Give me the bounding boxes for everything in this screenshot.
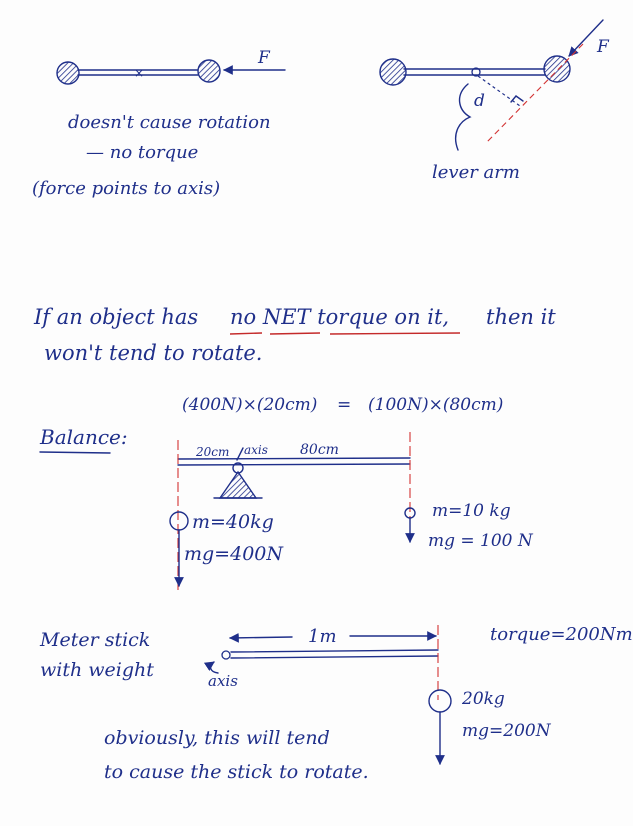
fulcrum bbox=[220, 472, 256, 498]
force-label: F bbox=[597, 37, 609, 57]
length-label: 1m bbox=[308, 626, 337, 647]
brace bbox=[456, 84, 470, 150]
stick-top bbox=[231, 650, 438, 652]
diagram-no-torque bbox=[32, 48, 285, 199]
statement bbox=[33, 305, 556, 365]
statement-part-1: If an object has bbox=[34, 305, 199, 329]
weight-label: mg=200N bbox=[462, 721, 551, 741]
right-weight-label: mg = 100 N bbox=[428, 531, 533, 551]
axis-label: axis bbox=[208, 672, 238, 690]
meter-stick-label-2: with weight bbox=[40, 659, 154, 681]
meter-stick-label-1: Meter stick bbox=[40, 629, 151, 651]
line-of-action bbox=[487, 44, 583, 142]
red-underline bbox=[230, 333, 460, 334]
hanging-mass bbox=[429, 690, 451, 712]
meter-stick-diagram bbox=[39, 624, 633, 783]
torque-label: torque=200Nm bbox=[490, 624, 633, 645]
statement-underlined: no NET torque on it, bbox=[230, 305, 450, 329]
statement-part-2: then it bbox=[486, 305, 556, 329]
axis-mark: × bbox=[134, 66, 145, 80]
equation-left: (400N)×(20cm) bbox=[182, 395, 318, 415]
balance-label: Balance: bbox=[40, 425, 128, 449]
left-mass-ball bbox=[380, 59, 406, 85]
left-mass bbox=[170, 512, 188, 530]
right-mass-label: m=10 kg bbox=[432, 501, 511, 521]
left-mass-label: m=40kg bbox=[192, 511, 274, 533]
force-label: F bbox=[258, 48, 270, 68]
axis-point bbox=[222, 651, 230, 659]
right-mass-ball bbox=[544, 56, 570, 82]
caption-line-1: doesn't cause rotation bbox=[68, 112, 271, 133]
right-distance: 80cm bbox=[300, 442, 339, 458]
caption: lever arm bbox=[432, 162, 520, 183]
caption-line-1: obviously, this will tend bbox=[104, 727, 330, 749]
caption-line-2: to cause the stick to rotate. bbox=[104, 761, 369, 783]
axis-label: axis bbox=[244, 443, 268, 457]
right-mass-ball bbox=[198, 60, 220, 82]
diagram-lever-arm bbox=[380, 20, 610, 183]
distance-label: d bbox=[474, 91, 485, 111]
caption-line-3: (force points to axis) bbox=[32, 178, 221, 199]
balance-diagram bbox=[39, 395, 534, 590]
left-mass-ball bbox=[57, 62, 79, 84]
balance-underline bbox=[40, 452, 110, 453]
stick-bottom bbox=[231, 656, 438, 658]
equation-equals: = bbox=[337, 395, 352, 415]
caption-line-2: — no torque bbox=[86, 142, 199, 163]
beam-bottom bbox=[178, 464, 410, 465]
left-weight-label: mg=400N bbox=[184, 543, 283, 565]
equation-right: (100N)×(80cm) bbox=[368, 395, 504, 415]
length-arrow-left bbox=[230, 637, 292, 638]
statement-line-2: won't tend to rotate. bbox=[44, 341, 263, 365]
mass-label: 20kg bbox=[462, 689, 505, 709]
left-distance: 20cm bbox=[196, 445, 230, 459]
